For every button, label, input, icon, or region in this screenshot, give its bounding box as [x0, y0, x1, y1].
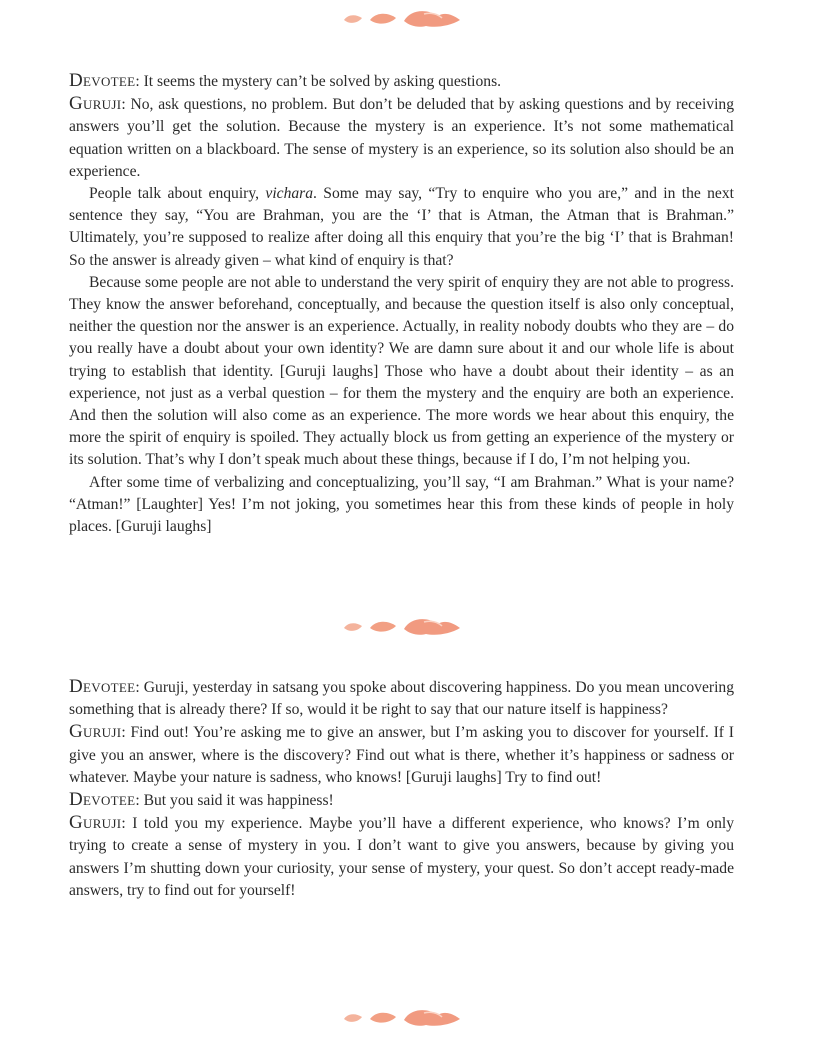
- dialogue-section-1: [69, 70, 734, 538]
- guruji-answer: [69, 93, 734, 183]
- devotee-question: [69, 70, 734, 93]
- speaker-guruji: Guruji: [69, 812, 122, 834]
- speaker-devotee: Devotee: [69, 676, 136, 697]
- devotee-question: [69, 789, 734, 812]
- speaker-guruji: Guruji: [69, 93, 122, 115]
- answer-text: : No, ask questions, no problem. But don’t be deluded that by asking questions and by receiving answers you’ll get the solution. Because the mystery is an experience. It’s not some mathematical equation written on a blackboard. The sense of mystery is an experience, so its solution also should be an experience.: [69, 96, 734, 180]
- leaf-flourish-icon: [340, 1005, 464, 1033]
- speaker-devotee: Devotee: [69, 789, 136, 811]
- question-text: : But you said it was happiness!: [135, 792, 334, 810]
- leaf-flourish-icon: [340, 614, 464, 642]
- paragraph: Because some people are not able to understand the very spirit of enquiry they are not able to progress. They know the answer beforehand, conceptually, and because the question itself is also only conceptual, neither the question nor the answer is an experience. Actually, in reality nobody doubts who they are – do you really have a doubt about your own identity? We are damn sure about it and our whole life is about trying to establish that identity. [Guruji laughs] Those who have a doubt about their identity – as an experience, not just as a verbal question – for them the mystery and the enquiry are both an experience. And then the solution will also come as an experience. The more words we hear about this enquiry, the more the spirit of enquiry is spoiled. They actually block us from getting an experience of the mystery or its solution. That’s why I don’t speak much about these things, because if I do, I’m not helping you.: [69, 273, 734, 469]
- speaker-guruji: Guruji: [69, 721, 122, 743]
- paragraph: After some time of verbalizing and conceptualizing, you’ll say, “I am Brahman.” What is your name? “Atman!” [Laughter] Yes! I’m not joking, you sometimes hear this from these kinds of people in holy places. [Guruji laughs]: [69, 473, 734, 536]
- guruji-answer: [69, 812, 734, 902]
- question-text: : Guruji, yesterday in satsang you spoke about discovering happiness. Do you mean uncovering something that is already there? If so, would it be right to say that our nature itself is happiness?: [69, 679, 734, 719]
- guruji-answer: [69, 721, 734, 789]
- italic-term: vichara: [265, 185, 314, 203]
- paragraph-text: People talk about enquiry,: [89, 185, 266, 203]
- paragraph: [69, 183, 734, 272]
- dialogue-section-2: [69, 676, 734, 902]
- answer-text: : Find out! You’re asking me to give an answer, but I’m asking you to discover for yourself. If I give you an answer, where is the discovery? Find out what is there, whether it’s happiness or sadness or whatever. Maybe your nature is sadness, who knows! [Guruji laughs] Try to find out!: [69, 724, 734, 786]
- paragraph-text: . Some may say, “Try to enquire who you are,” and in the next sentence they say, “You are Brahman, you are the ‘I’ that is Atman, the Atman that is Brahman.” Ultimately, you’re supposed to realize after doing all this enquiry that you’re the big ‘I’ that is Brahman! So the answer is already given – what kind of enquiry is that?: [69, 185, 734, 269]
- answer-text: : I told you my experience. Maybe you’ll have a different experience, who knows? I’m only trying to create a sense of mystery in you. I don’t want to give you answers, because by giving you answers I’m shutting down your curiosity, your sense of mystery, your quest. So don’t accept ready-made answers, try to find out for yourself!: [69, 815, 734, 899]
- leaf-flourish-icon: [340, 6, 464, 34]
- devotee-question: [69, 676, 734, 721]
- question-text: : It seems the mystery can’t be solved by asking questions.: [135, 73, 502, 90]
- speaker-devotee: Devotee: [69, 70, 136, 91]
